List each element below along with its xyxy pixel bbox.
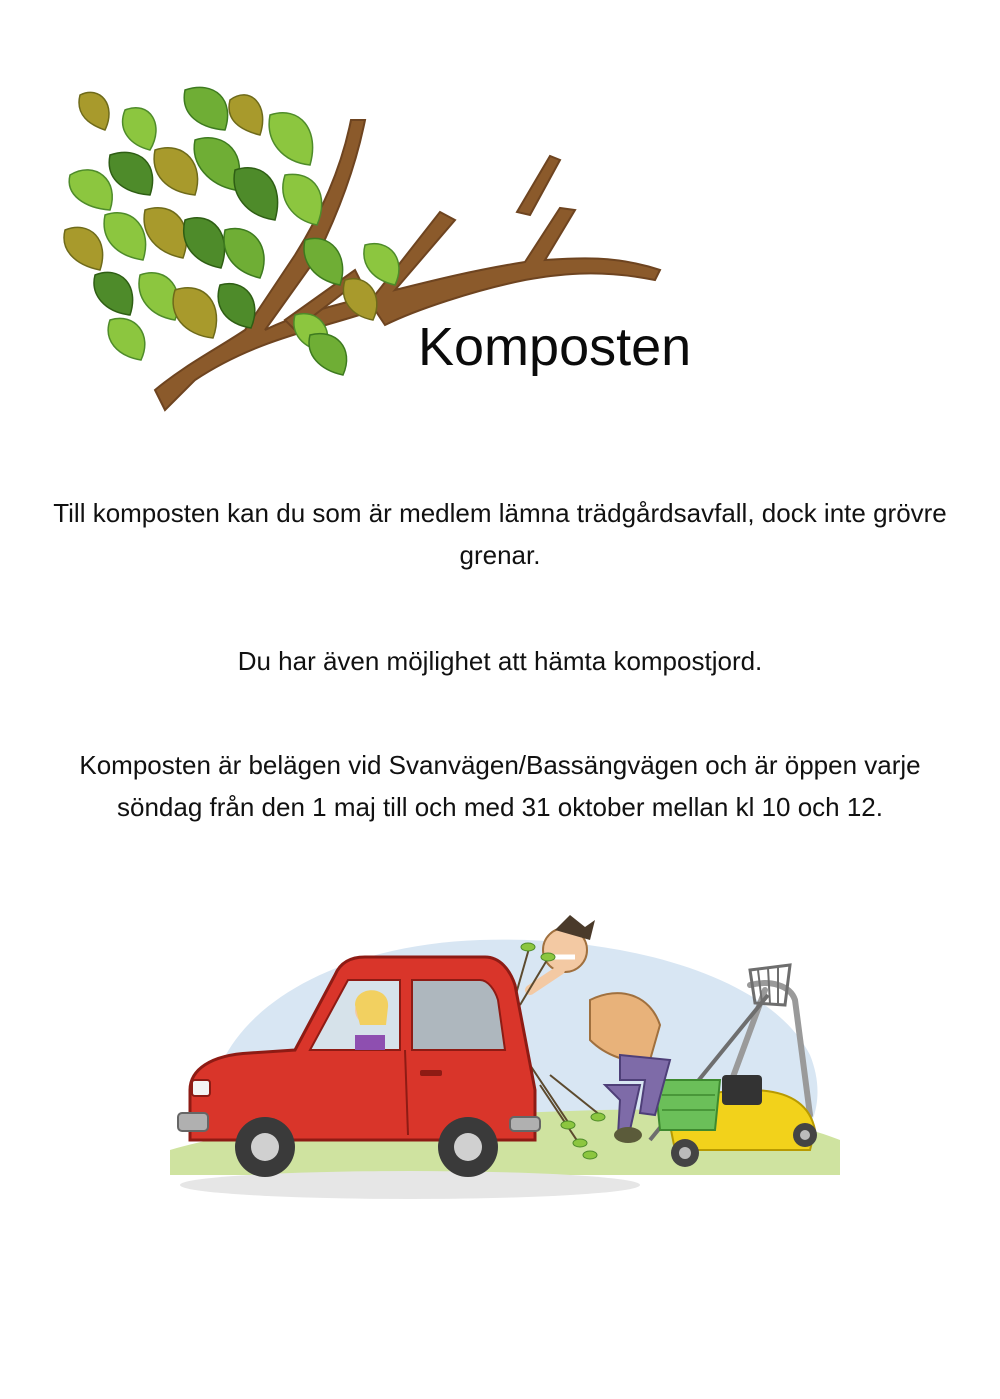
ground-shadow [180,1171,640,1199]
paragraph-compost-soil: Du har även möjlighet att hämta kompostjord. [237,646,763,676]
basket-icon [655,1080,720,1130]
page-title: Komposten [418,317,692,377]
tree-branch-illustration [55,80,675,430]
garden-waste-scene-illustration [150,885,850,1215]
car-window-rear [412,980,505,1050]
paragraph-location-hours: Komposten är belägen vid Svanvägen/Bassängvägen och är öppen varje söndag från den 1 maj till och med 31 oktober mellan kl 10 och 12. [79,750,921,822]
paragraph-garden-waste: Till komposten kan du som är medlem lämna trädgårdsavfall, dock inte grövre grenar. [53,498,947,570]
